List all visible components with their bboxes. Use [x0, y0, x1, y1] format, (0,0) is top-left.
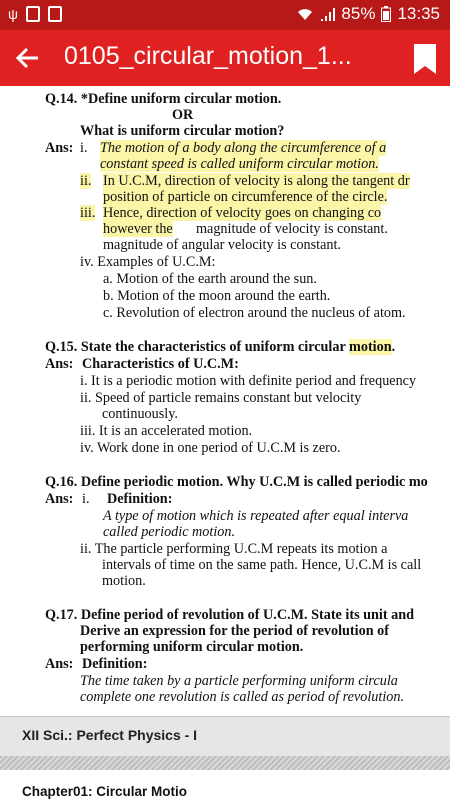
ans-label: Ans:	[45, 140, 74, 156]
bookmark-icon[interactable]	[414, 44, 436, 74]
ans-label: Ans:	[45, 356, 74, 372]
q17-def-text: The time taken by a particle performing uniform circula	[80, 673, 398, 689]
q16-ii-3: motion.	[102, 573, 146, 589]
q14-i-text-2: constant speed is called uniform circular motion.	[100, 156, 379, 172]
page-footer	[0, 716, 450, 757]
q15-ii-2: continuously.	[102, 406, 178, 422]
q14-or: OR	[172, 107, 194, 123]
q15-heading-text: Q.15. State the characteristics of uniform circular	[45, 339, 346, 355]
q14-iv-b: b. Motion of the moon around the earth.	[103, 288, 331, 304]
book-title: XII Sci.: Perfect Physics - I	[22, 727, 198, 743]
q15-i: i. It is a periodic motion with definite period and frequency	[80, 373, 417, 389]
status-bar	[0, 0, 450, 30]
q16-def-text: A type of motion which is repeated after equal interva	[103, 508, 409, 524]
battery-icon	[381, 6, 391, 22]
q14-heading: Q.14. *Define uniform circular motion.	[45, 91, 282, 107]
q16-heading: Q.16. Define periodic motion. Why U.C.M is called periodic mo	[45, 474, 428, 490]
q14-ii-text: In U.C.M, direction of velocity is along the tangent dr	[103, 173, 410, 189]
q17-heading-2: Derive an expression for the period of revolution of	[80, 623, 389, 639]
clock: 13:35	[397, 4, 440, 23]
q16-definition-label: Definition:	[107, 491, 173, 507]
q16-i-num: i.	[82, 491, 90, 507]
q15-heading-highlight: motion	[349, 339, 392, 355]
q14-ii-num: ii.	[80, 173, 92, 189]
q17-heading-3: performing uniform circular motion.	[80, 639, 304, 655]
battery-percent: 85%	[341, 4, 376, 23]
notification-icons	[8, 6, 62, 22]
next-page-header	[0, 770, 450, 800]
q17-heading: Q.17. Define period of revolution of U.C.M. State its unit and	[45, 607, 414, 623]
q14-ii-text-2: position of particle on circumference of the circle.	[103, 189, 388, 205]
q17-def-text-2: complete one revolution is called as period of revolution.	[80, 689, 405, 705]
q14-iv-a: a. Motion of the earth around the sun.	[103, 271, 317, 287]
q14-alt-heading: What is uniform circular motion?	[80, 123, 285, 139]
usb-icon: ψ	[8, 6, 18, 22]
q15-ans-heading: Characteristics of U.C.M:	[82, 356, 239, 372]
q17-definition-label: Definition:	[82, 656, 148, 672]
q16-ii-2: intervals of time on the same path. Hence, U.C.M is call	[102, 557, 422, 573]
q14-iv-c: c. Revolution of electron around the nucleus of atom.	[103, 305, 406, 321]
document-title: 0105_circular_motion_1...	[64, 42, 352, 70]
q14-iii-text-2a: however the	[103, 221, 173, 237]
ans-label: Ans:	[45, 491, 74, 507]
calendar-icon	[48, 6, 62, 22]
back-arrow-icon[interactable]	[10, 40, 46, 76]
q14-i-num: i.	[80, 140, 88, 156]
q14-iii-text-2b: magnitude of velocity is constant.	[196, 221, 388, 237]
wifi-icon	[297, 7, 313, 21]
q15-iii: iii. It is an accelerated motion.	[80, 423, 253, 439]
app-bar	[0, 30, 450, 86]
q14-iii-text: Hence, direction of velocity goes on changing co	[103, 205, 382, 221]
q14-iv: iv. Examples of U.C.M:	[80, 254, 216, 270]
pdf-page[interactable]	[0, 86, 450, 716]
q16-ii: ii. The particle performing U.C.M repeats its motion a	[80, 541, 388, 557]
q15-heading-end: .	[391, 339, 396, 355]
q16-def-text-2: called periodic motion.	[103, 524, 235, 540]
ans-label: Ans:	[45, 656, 74, 672]
q15-iv: iv. Work done in one period of U.C.M is zero.	[80, 440, 341, 456]
q14-i-text: The motion of a body along the circumference of a	[100, 140, 387, 156]
chapter-title: Chapter01: Circular Motio	[22, 784, 188, 799]
q15-heading	[45, 339, 395, 355]
gallery-icon	[26, 6, 40, 22]
page-separator	[0, 756, 450, 770]
q14-iii-text-3: magnitude of angular velocity is constant.	[103, 237, 341, 253]
q15-ii: ii. Speed of particle remains constant but velocity	[80, 390, 362, 406]
signal-icon	[319, 7, 335, 21]
q14-iii-num: iii.	[80, 205, 96, 221]
